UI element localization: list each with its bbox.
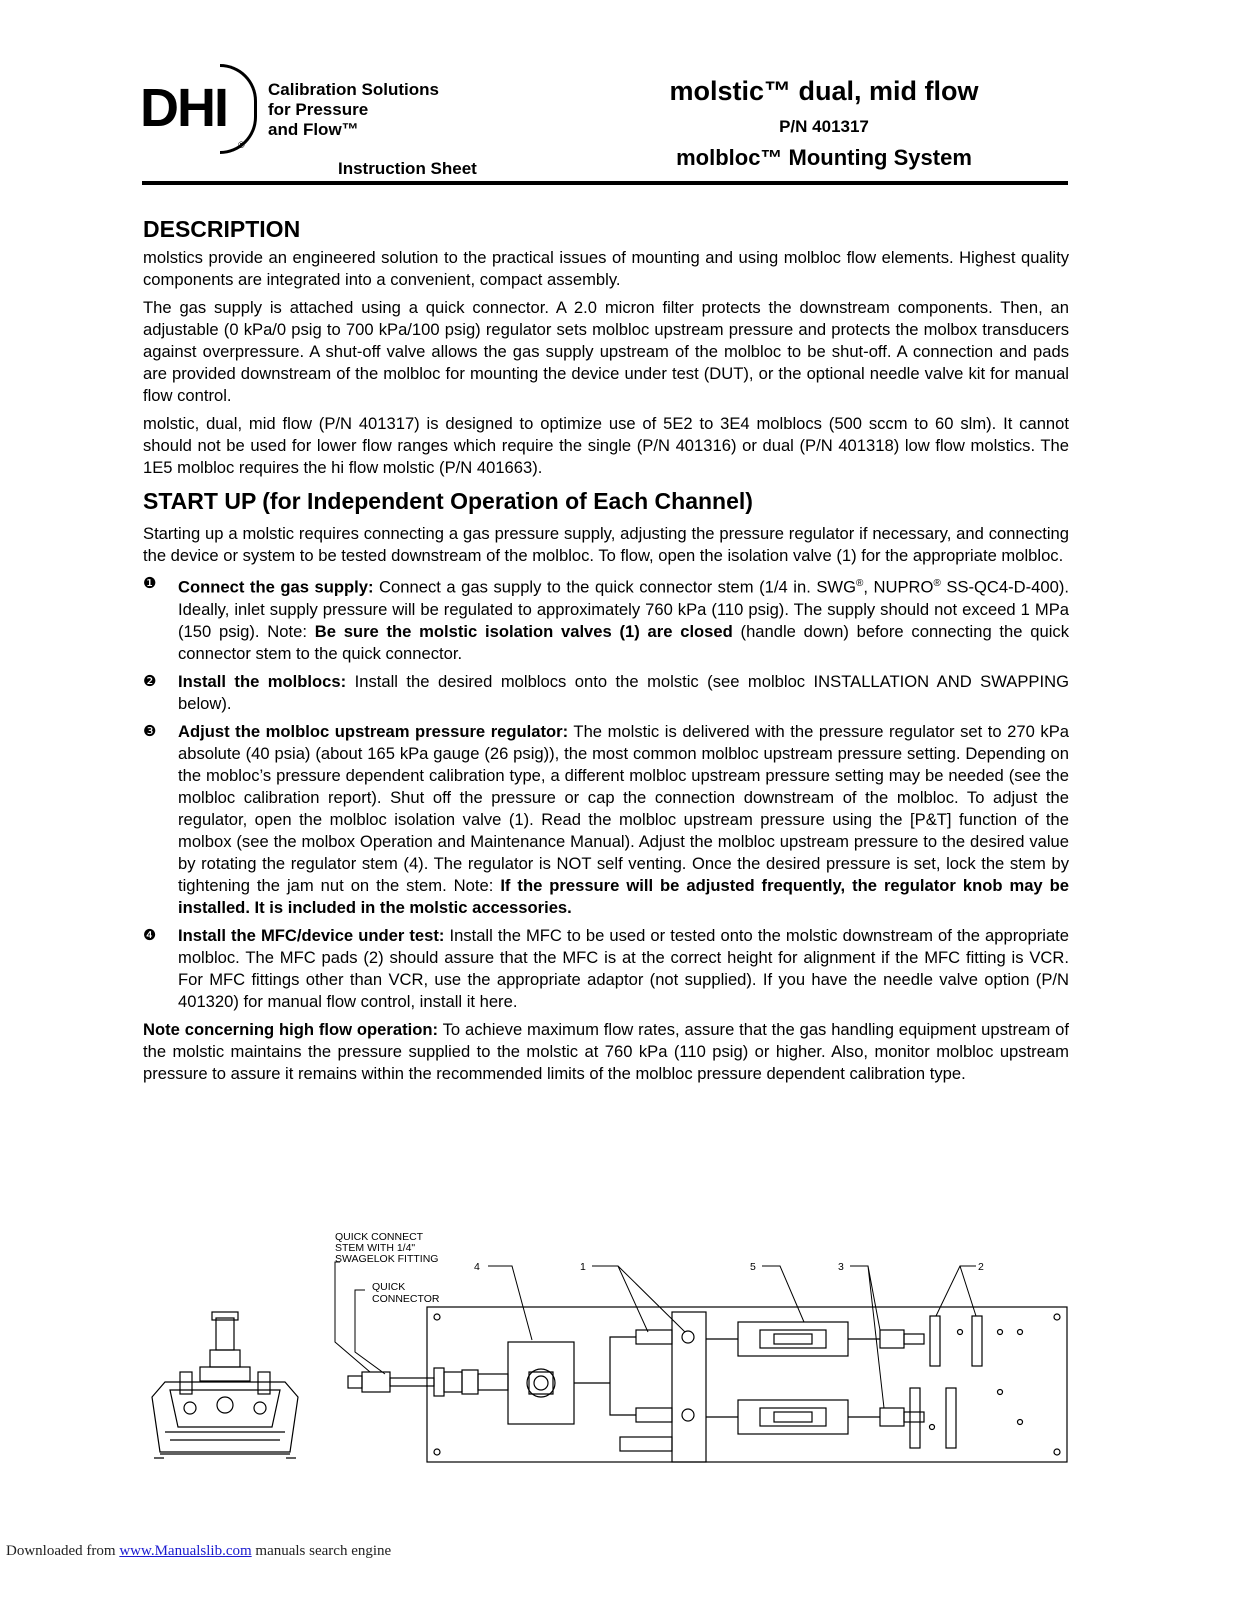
step-2 xyxy=(143,671,1069,715)
tagline-line-1: Calibration Solutions xyxy=(268,80,439,99)
step-1-warning: Be sure the molstic isolation valves (1) are closed xyxy=(314,621,733,641)
step-1-text-c: SS-QC4-D-400). Ideally, inlet supply pressure will be regulated to approximately 760 kPa (110 psig). The supply should not exceed 1 MPa (150 psig). Note: xyxy=(178,577,1069,641)
part-number: P/N 401317 xyxy=(779,117,869,136)
manualslib-link[interactable]: www.Manualslib.com xyxy=(119,1543,252,1559)
callout-1: 1 xyxy=(580,1261,586,1273)
document-body xyxy=(143,213,1069,1091)
callout-3: 3 xyxy=(838,1261,844,1273)
step-1-text-d: (handle down) before connecting the quick connector stem to the quick connector. xyxy=(178,621,1069,663)
callout-4: 4 xyxy=(474,1261,480,1273)
high-flow-note-title: Note concerning high flow operation: xyxy=(143,1019,439,1039)
step-4 xyxy=(143,925,1069,1013)
step-1-text-b: , NUPRO xyxy=(863,577,934,597)
header-divider xyxy=(142,181,1068,185)
side-view-drawing xyxy=(152,1312,298,1458)
startup-heading: START UP (for Independent Operation of Each Channel) xyxy=(143,488,753,514)
description-paragraph-2: The gas supply is attached using a quick connector. A 2.0 micron filter protects the downstream components. Then, an adjustable (0 kPa/0 psig to 700 kPa/100 psig) regulator sets molbloc upstream pressure and protects the molbox transducers against overpressure. A shut-off valve allows the gas supply upstream of the molbloc to be shut-off. A connection and pads are provided downstream of the molbloc for mounting the device under test (DUT), or the optional needle valve kit for manual flow control. xyxy=(143,298,1069,405)
step-3-title: Adjust the molbloc upstream pressure regulator: xyxy=(178,721,569,741)
description-paragraph-1: molstics provide an engineered solution to the practical issues of mounting and using molbloc flow elements. Highest quality components are integrated into a convenient, compact assembly. xyxy=(143,248,1069,289)
tagline-line-2: for Pressure xyxy=(268,100,369,119)
dhi-logo: DHI xyxy=(140,78,227,138)
step-4-title: Install the MFC/device under test: xyxy=(178,925,445,945)
company-tagline xyxy=(268,80,439,140)
tagline-line-3: and Flow™ xyxy=(268,120,359,139)
step-1-text-a: Connect a gas supply to the quick connector stem (1/4 in. SWG xyxy=(373,577,856,597)
download-footer xyxy=(6,1543,391,1560)
label-qc-1: QUICK xyxy=(372,1281,406,1293)
step-1-reg-1: ® xyxy=(855,578,864,589)
footer-prefix: Downloaded from xyxy=(6,1543,120,1559)
document-subtitle: molbloc™ Mounting System xyxy=(676,145,972,170)
callout-2: 2 xyxy=(978,1261,984,1273)
label-qc-2: CONNECTOR xyxy=(372,1293,440,1305)
step-3-text: The molstic is delivered with the pressure regulator set to 270 kPa absolute (40 psia) (about 165 kPa gauge (26 psig)), the most common molbloc upstream pressure setting. Depending on the mobloc’s pressure dependent calibration type, a different molbloc upstream pressure setting may be needed (see the molbloc calibration report). Shut off the pressure or cap the connection downstream of the molbloc. To adjust the regulator, open the molbloc isolation valve (1). Read the molbloc upstream pressure using the [P&T] function of the molbox (see the molbox Operation and Maintenance Manual). Adjust the molbloc upstream pressure to the desired value by rotating the regulator stem (4). The regulator is NOT self venting. Once the desired pressure is set, lock the stem by tightening the jam nut on the stem. Note: xyxy=(178,721,1070,895)
step-1-number: ❶ xyxy=(143,575,157,592)
step-4-text: Install the MFC to be used or tested onto the molstic downstream of the appropriate molbloc. The MFC pads (2) should assure that the MFC is at the correct height for alignment if the MFC fitting is VCR. For MFC fittings other than VCR, use the appropriate adaptor (not supplied). If you have the needle valve option (P/N 401320) for manual flow control, install it here. xyxy=(178,925,1070,1011)
step-2-number: ❷ xyxy=(143,672,157,690)
step-2-title: Install the molblocs: xyxy=(178,671,347,691)
high-flow-note-text: To achieve maximum flow rates, assure that the gas handling equipment upstream of the molstic maintains the pressure supplied to the molstic at 760 kPa (110 psig) or higher. Also, monitor molbloc upstream pressure to assure it remains within the recommended limits of the molbloc pressure dependent calibration type. xyxy=(143,1019,1070,1083)
description-heading: DESCRIPTION xyxy=(143,216,301,242)
label-qc-stem-2: STEM WITH 1/4" xyxy=(335,1242,416,1254)
step-3 xyxy=(143,721,1069,919)
document-title: molstic™ dual, mid flow xyxy=(669,76,979,106)
label-qc-stem-1: QUICK CONNECT xyxy=(335,1231,424,1243)
callout-5: 5 xyxy=(750,1261,756,1273)
footer-suffix: manuals search engine xyxy=(251,1543,392,1559)
startup-intro: Starting up a molstic requires connecting a gas pressure supply, adjusting the pressure regulator if necessary, and connecting the device or system to be tested downstream of the molbloc. To flow, open the isolation valve (1) for the appropriate molbloc. xyxy=(143,524,1069,565)
step-2-text: Install the desired molblocs onto the molstic (see molbloc INSTALLATION AND SWAPPING below). xyxy=(178,671,1069,713)
step-1-reg-2: ® xyxy=(933,578,941,589)
step-4-number: ❹ xyxy=(143,926,157,944)
top-view-drawing xyxy=(348,1307,1067,1462)
label-qc-stem-3: SWAGELOK FITTING xyxy=(335,1253,439,1265)
description-paragraph-3: molstic, dual, mid flow (P/N 401317) is designed to optimize use of 5E2 to 3E4 molblocs (500 sccm to 60 slm). It cannot should not be used for lower flow ranges which require the single (P/N 401316) or dual (P/N 401318) low flow molstics. The 1E5 molbloc requires the hi flow molstic (P/N 401663). xyxy=(143,414,1069,477)
molstic-diagram xyxy=(140,1222,1070,1472)
step-1-title: Connect the gas supply: xyxy=(178,577,374,597)
registered-mark: ® xyxy=(238,140,245,150)
high-flow-note xyxy=(143,1019,1069,1085)
step-1 xyxy=(143,573,1069,665)
step-3-number: ❸ xyxy=(143,722,157,740)
instruction-sheet-label: Instruction Sheet xyxy=(338,159,477,178)
step-3-warning: If the pressure will be adjusted frequently, the regulator knob may be installed. It is included in the molstic accessories. xyxy=(178,875,1069,917)
